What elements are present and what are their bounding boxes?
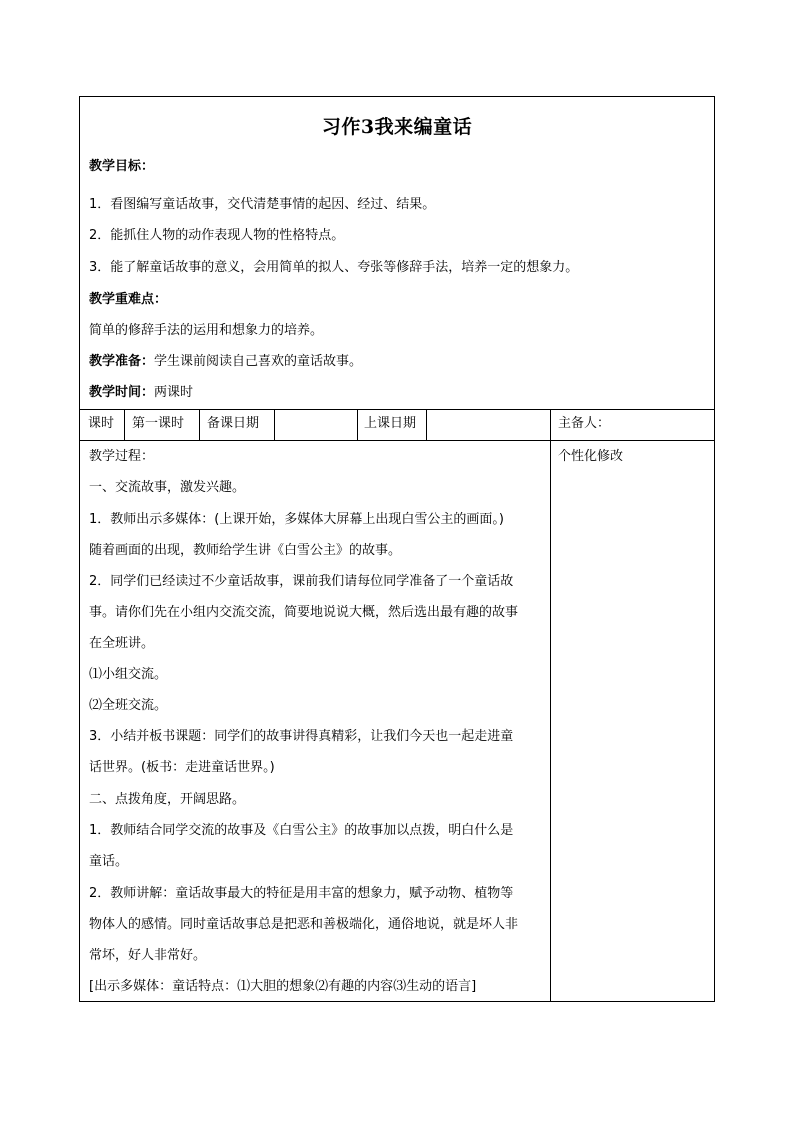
divider	[274, 409, 275, 440]
process-line: 2．同学们已经读过不少童话故事，课前我们请每位同学准备了一个童话故	[89, 574, 514, 589]
process-line: 常坏，好人非常好。	[89, 948, 207, 963]
lesson-label: 课时	[88, 416, 115, 431]
objective-item: 3．能了解童话故事的意义，会用简单的拟人、夸张等修辞手法，培养一定的想象力。	[89, 260, 579, 275]
divider	[80, 409, 714, 410]
divider	[550, 409, 551, 1001]
divider	[124, 409, 125, 440]
process-line: 1．教师出示多媒体：(上课开始，多媒体大屏幕上出现白雪公主的画面。)	[89, 512, 504, 527]
page-title: 习作3我来编童话	[321, 116, 473, 138]
process-line: 2．教师讲解：童话故事最大的特征是用丰富的想象力，赋予动物、植物等	[89, 886, 514, 901]
process-line: 3．小结并板书课题：同学们的故事讲得真精彩，让我们今天也一起走进童	[89, 729, 514, 744]
personalized-edits-heading: 个性化修改	[558, 449, 624, 464]
process-line: 一、交流故事，激发兴趣。	[89, 480, 246, 495]
preparation-label: 教学准备：	[89, 354, 155, 369]
objective-item: 2．能抓住人物的动作表现人物的性格特点。	[89, 228, 345, 243]
time-text: 两课时	[154, 385, 194, 400]
process-line: 事。请你们先在小组内交流交流，简要地说说大概，然后选出最有趣的故事	[89, 605, 519, 620]
prep-date-label: 备课日期	[207, 416, 260, 431]
class-date-label: 上课日期	[364, 416, 417, 431]
divider	[80, 440, 714, 441]
process-line: ⑴小组交流。	[89, 667, 168, 682]
time-line	[89, 384, 193, 402]
process-heading: 教学过程：	[89, 449, 155, 464]
key-points-heading: 教学重难点：	[89, 292, 168, 307]
lead-preparer-label: 主备人：	[558, 416, 611, 431]
objective-item: 1．看图编写童话故事，交代清楚事情的起因、经过、结果。	[89, 197, 436, 212]
process-line: 话世界。(板书：走进童话世界。)	[89, 760, 275, 775]
divider	[199, 409, 200, 440]
process-line: 随着画面的出现，教师给学生讲《白雪公主》的故事。	[89, 543, 402, 558]
lesson-value: 第一课时	[132, 416, 185, 431]
objectives-heading: 教学目标：	[89, 159, 155, 174]
preparation-text: 学生课前阅读自己喜欢的童话故事。	[154, 354, 363, 369]
process-line: ⑵全班交流。	[89, 698, 168, 713]
time-label: 教学时间：	[89, 385, 155, 400]
preparation-line	[89, 353, 362, 371]
divider	[357, 409, 358, 440]
divider	[426, 409, 427, 440]
process-line: 童话。	[89, 854, 129, 869]
process-line: 在全班讲。	[89, 636, 155, 651]
process-line: [出示多媒体：童话特点：⑴大胆的想象⑵有趣的内容⑶生动的语言]	[89, 979, 477, 994]
process-line: 二、点拨角度，开阔思路。	[89, 792, 246, 807]
key-points-text: 简单的修辞手法的运用和想象力的培养。	[89, 323, 324, 338]
process-line: 1．教师结合同学交流的故事及《白雪公主》的故事加以点拨，明白什么是	[89, 823, 514, 838]
process-line: 物体人的感情。同时童话故事总是把恶和善极端化，通俗地说，就是坏人非	[89, 917, 519, 932]
lesson-header-block	[80, 97, 714, 409]
lesson-plan-table	[79, 96, 715, 1002]
